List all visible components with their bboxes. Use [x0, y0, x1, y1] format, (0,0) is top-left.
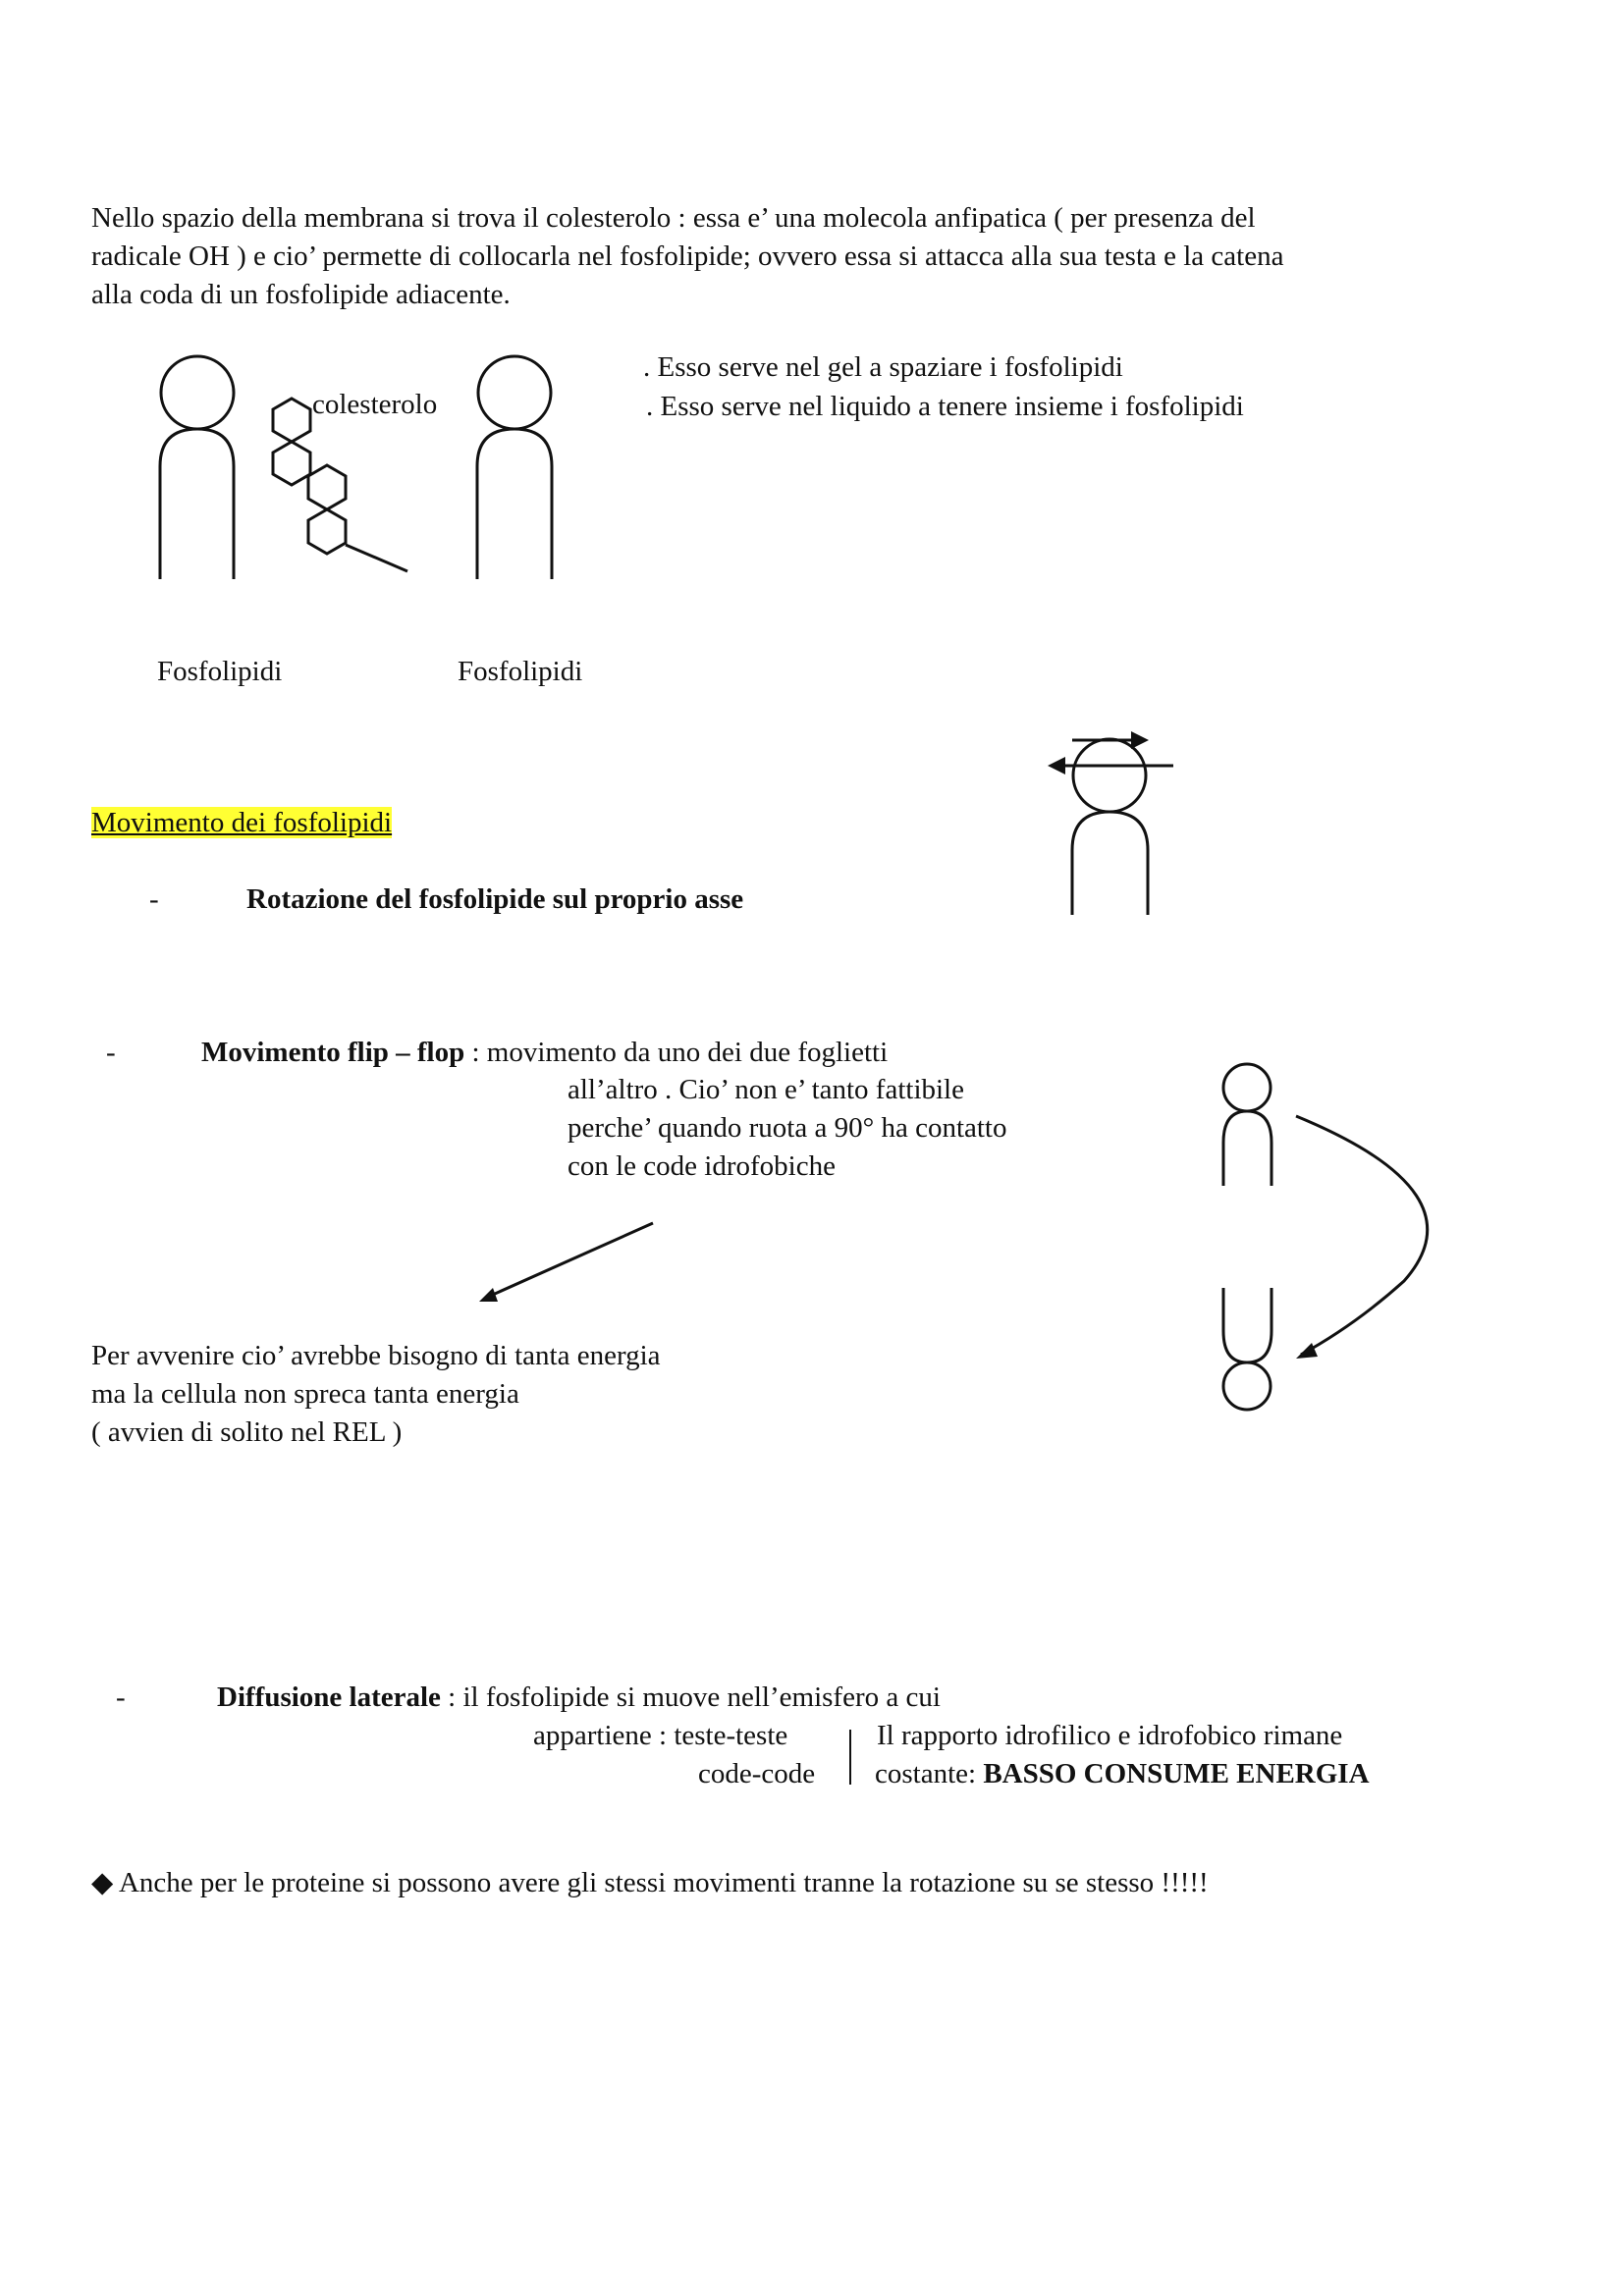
diamond-bullet-icon: ◆	[91, 1867, 114, 1898]
lateral-right-1: Il rapporto idrofilico e idrofobico rimane	[877, 1720, 1343, 1751]
phospholipid-left-icon	[160, 356, 234, 579]
lateral-separator	[849, 1730, 851, 1785]
phospholipid-right-label: Fosfolipidi	[458, 656, 583, 687]
flipflop-line-3: perche’ quando ruota a 90° ha contatto	[568, 1112, 1007, 1144]
flipflop-line-1	[201, 1034, 888, 1072]
diagonal-arrowhead-icon	[479, 1288, 498, 1302]
flipflop-label: Movimento flip – flop	[201, 1037, 465, 1068]
cholesterol-note-2: . Esso serve nel liquido a tenere insieme i fosfolipidi	[646, 391, 1244, 422]
cholesterol-tail-icon	[346, 545, 407, 571]
rotation-arrows-icon	[1055, 740, 1173, 766]
rotation-label: Rotazione del fosfolipide sul proprio asse	[246, 883, 744, 915]
energy-line-2: ma la cellula non spreca tanta energia	[91, 1378, 519, 1410]
intro-line-3: alla coda di un fosfolipide adiacente.	[91, 279, 511, 310]
flipflop-line-2: all’altro . Cio’ non e’ tanto fattibile	[568, 1074, 964, 1105]
flipflop-bullet: -	[106, 1037, 116, 1068]
proteins-text: Anche per le proteine si possono avere gli stessi movimenti tranne la rotazione su se stesso !!!!!	[113, 1867, 1209, 1898]
rotation-arrowhead-left-icon	[1048, 757, 1065, 774]
intro-line-2: radicale OH ) e cio’ permette di collocarla nel fosfolipide; ovvero essa si attacca alla sua testa e la catena	[91, 240, 1284, 272]
flipflop-line-4: con le code idrofobiche	[568, 1150, 836, 1182]
lateral-text-first: : il fosfolipide si muove nell’emisfero a cui	[440, 1682, 941, 1713]
cholesterol-note-1: . Esso serve nel gel a spaziare i fosfolipidi	[643, 351, 1123, 383]
flipflop-arrowhead-icon	[1296, 1343, 1318, 1359]
flipflop-curved-arrow-icon	[1296, 1116, 1428, 1355]
lateral-right-2	[875, 1755, 1370, 1793]
intro-line-1: Nello spazio della membrana si trova il colesterolo : essa e’ una molecola anfipatica ( per presenza del	[91, 202, 1256, 234]
flipflop-top-phospholipid-icon	[1223, 1064, 1271, 1186]
phospholipid-left-label: Fosfolipidi	[157, 656, 283, 687]
lateral-right-2-prefix: costante:	[875, 1758, 984, 1789]
energy-line-3: ( avvien di solito nel REL )	[91, 1416, 403, 1448]
proteins-note	[91, 1864, 1209, 1902]
lateral-left-1: appartiene : teste-teste	[533, 1720, 788, 1751]
lateral-left-2: code-code	[698, 1758, 816, 1789]
flipflop-bottom-phospholipid-icon	[1223, 1288, 1271, 1410]
lateral-right-2-bold: BASSO CONSUME ENERGIA	[983, 1758, 1370, 1789]
rotation-bullet: -	[149, 883, 159, 915]
section-title	[91, 804, 392, 842]
lateral-bullet: -	[116, 1682, 126, 1713]
lateral-label: Diffusione laterale	[217, 1682, 441, 1713]
energy-line-1: Per avvenire cio’ avrebbe bisogno di tanta energia	[91, 1340, 661, 1371]
lateral-line-1	[217, 1679, 941, 1717]
section-title-text: Movimento dei fosfolipidi	[91, 807, 393, 838]
cholesterol-label: colesterolo	[312, 389, 438, 420]
phospholipid-right-icon	[477, 356, 552, 579]
flipflop-text-first: : movimento da uno dei due foglietti	[464, 1037, 889, 1068]
diagonal-arrow-icon	[486, 1223, 653, 1298]
rotation-arrowhead-right-icon	[1131, 731, 1149, 749]
